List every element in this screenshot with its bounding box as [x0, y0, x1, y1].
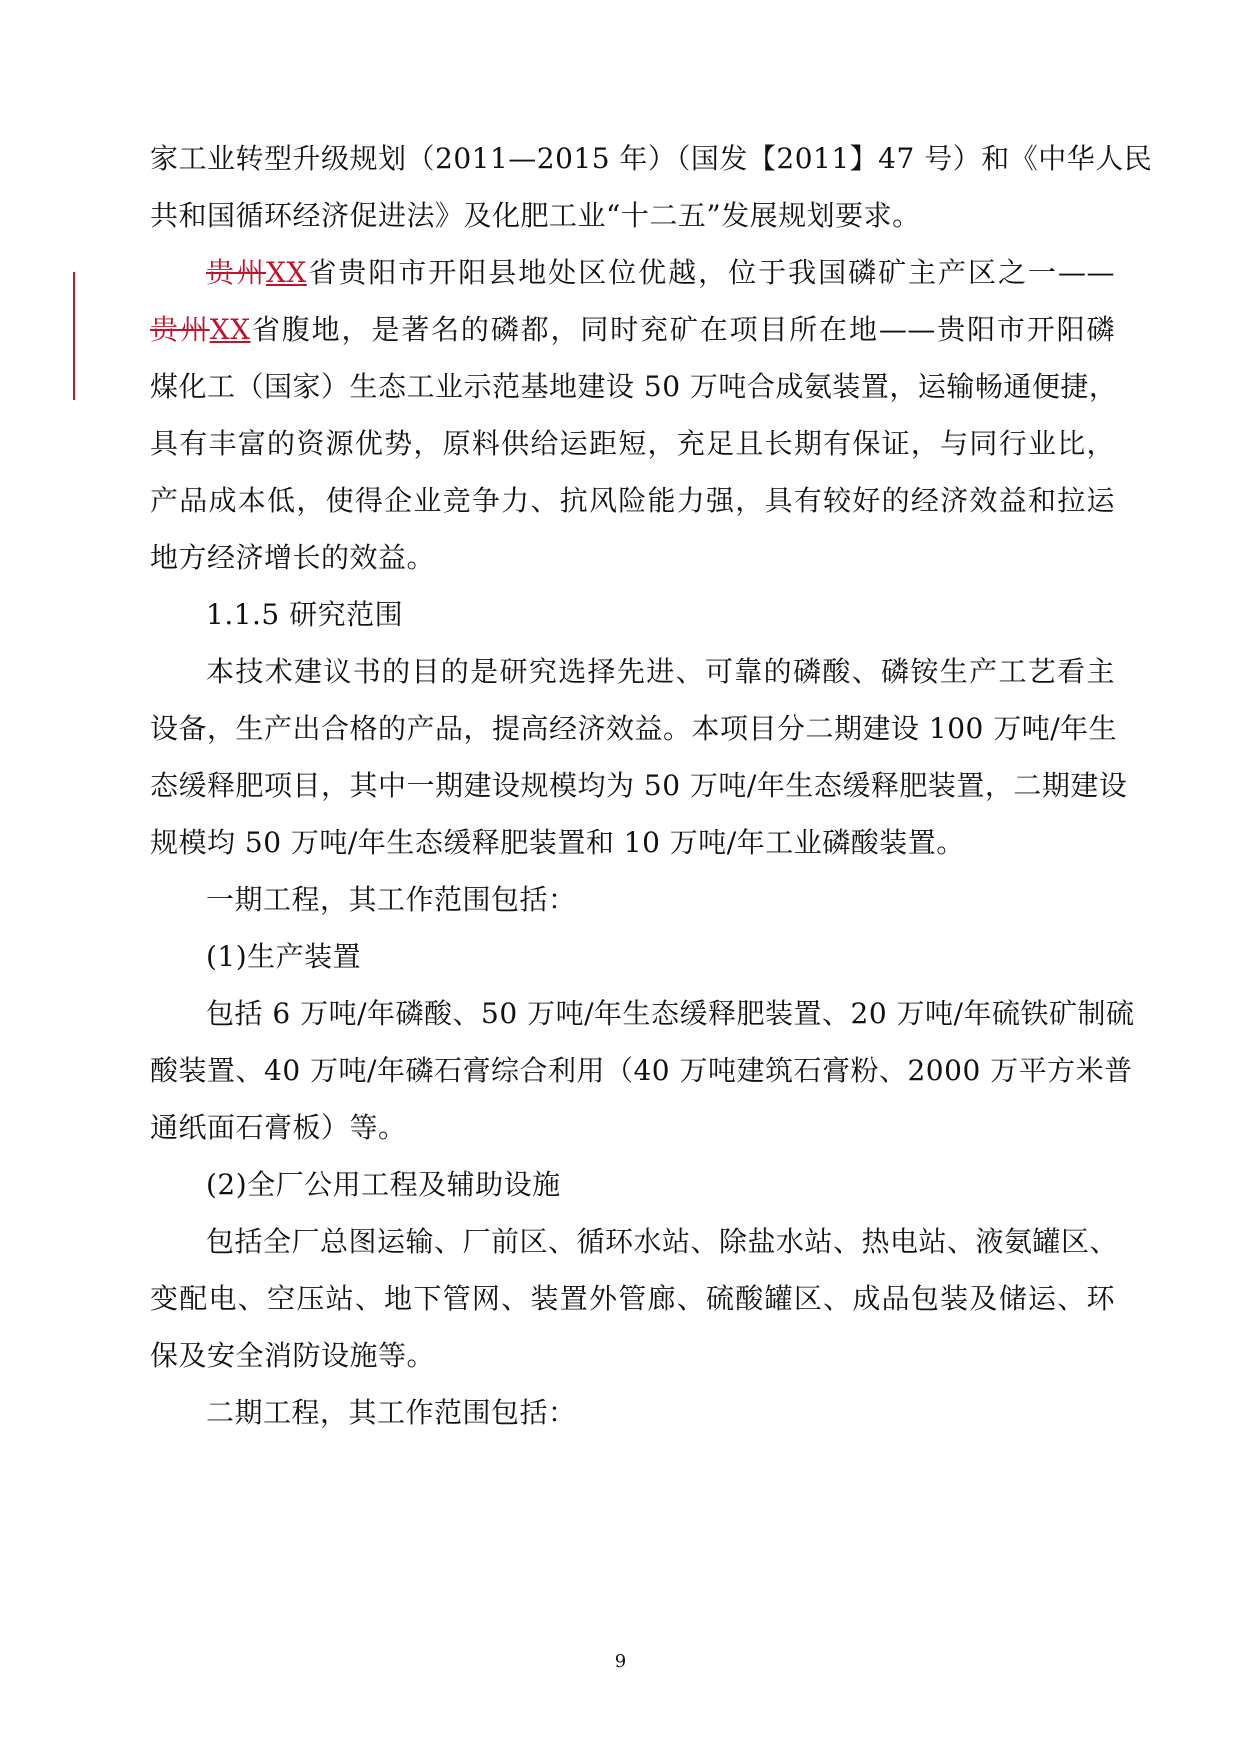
- revision-change-bar: [73, 272, 75, 400]
- paragraph-line: 家工业转型升级规划（2011—2015 年）（国发【2011】47 号）和《中华人民: [150, 142, 1153, 175]
- revised-paragraph-line: [206, 253, 1115, 293]
- paragraph-line: 态缓释肥项目，其中一期建设规模均为 50 万吨/年生态缓释肥装置，二期建设: [150, 769, 1128, 802]
- paragraph-line: 产品成本低，使得企业竞争力、抗风险能力强，具有较好的经济效益和拉运: [150, 484, 1115, 517]
- paragraph-line: 保及安全消防设施等。: [150, 1339, 436, 1372]
- paragraph-line: 一期工程，其工作范围包括：: [206, 883, 577, 916]
- paragraph-line: 具有丰富的资源优势，原料供给运距短，充足且长期有保证，与同行业比，: [150, 427, 1115, 460]
- deleted-text: 贵州: [150, 313, 210, 346]
- paragraph-line: 包括全厂总图运输、厂前区、循环水站、除盐水站、热电站、液氨罐区、: [206, 1225, 1119, 1258]
- paragraph-line: 变配电、空压站、地下管网、装置外管廊、硫酸罐区、成品包装及储运、环: [150, 1282, 1115, 1315]
- paragraph-line: 设备，生产出合格的产品，提高经济效益。本项目分二期建设 100 万吨/年生: [150, 712, 1118, 745]
- paragraph-line: 本技术建议书的目的是研究选择先进、可靠的磷酸、磷铵生产工艺看主: [206, 655, 1115, 688]
- paragraph-line: 通纸面石膏板）等。: [150, 1111, 407, 1144]
- paragraph-text: 省腹地，是著名的磷都，同时兖矿在项目所在地——贵阳市开阳磷: [250, 313, 1115, 346]
- section-heading: 1.1.5 研究范围: [206, 598, 404, 631]
- inserted-text: XX: [209, 313, 251, 346]
- deleted-text: 贵州: [206, 256, 266, 289]
- paragraph-line: 煤化工（国家）生态工业示范基地建设 50 万吨合成氨装置，运输畅通便捷，: [150, 370, 1118, 403]
- paragraph-line: 酸装置、40 万吨/年磷石膏综合利用（40 万吨建筑石膏粉、2000 万平方米普: [150, 1054, 1133, 1087]
- inserted-text: XX: [265, 256, 307, 289]
- paragraph-text: 省贵阳市开阳县地处区位优越，位于我国磷矿主产区之一——: [306, 256, 1115, 289]
- paragraph-line: 二期工程，其工作范围包括：: [206, 1396, 577, 1429]
- subsection-heading: (1)生产装置: [206, 940, 362, 973]
- paragraph-line: 共和国循环经济促进法》及化肥工业“十二五”发展规划要求。: [150, 199, 921, 232]
- paragraph-line: 地方经济增长的效益。: [150, 541, 436, 574]
- revised-paragraph-line: [150, 310, 1115, 350]
- page-number: 9: [614, 1651, 627, 1672]
- paragraph-line: 规模均 50 万吨/年生态缓释肥装置和 10 万吨/年工业磷酸装置。: [150, 826, 965, 859]
- subsection-heading: (2)全厂公用工程及辅助设施: [206, 1168, 561, 1201]
- paragraph-line: 包括 6 万吨/年磷酸、50 万吨/年生态缓释肥装置、20 万吨/年硫铁矿制硫: [206, 997, 1135, 1030]
